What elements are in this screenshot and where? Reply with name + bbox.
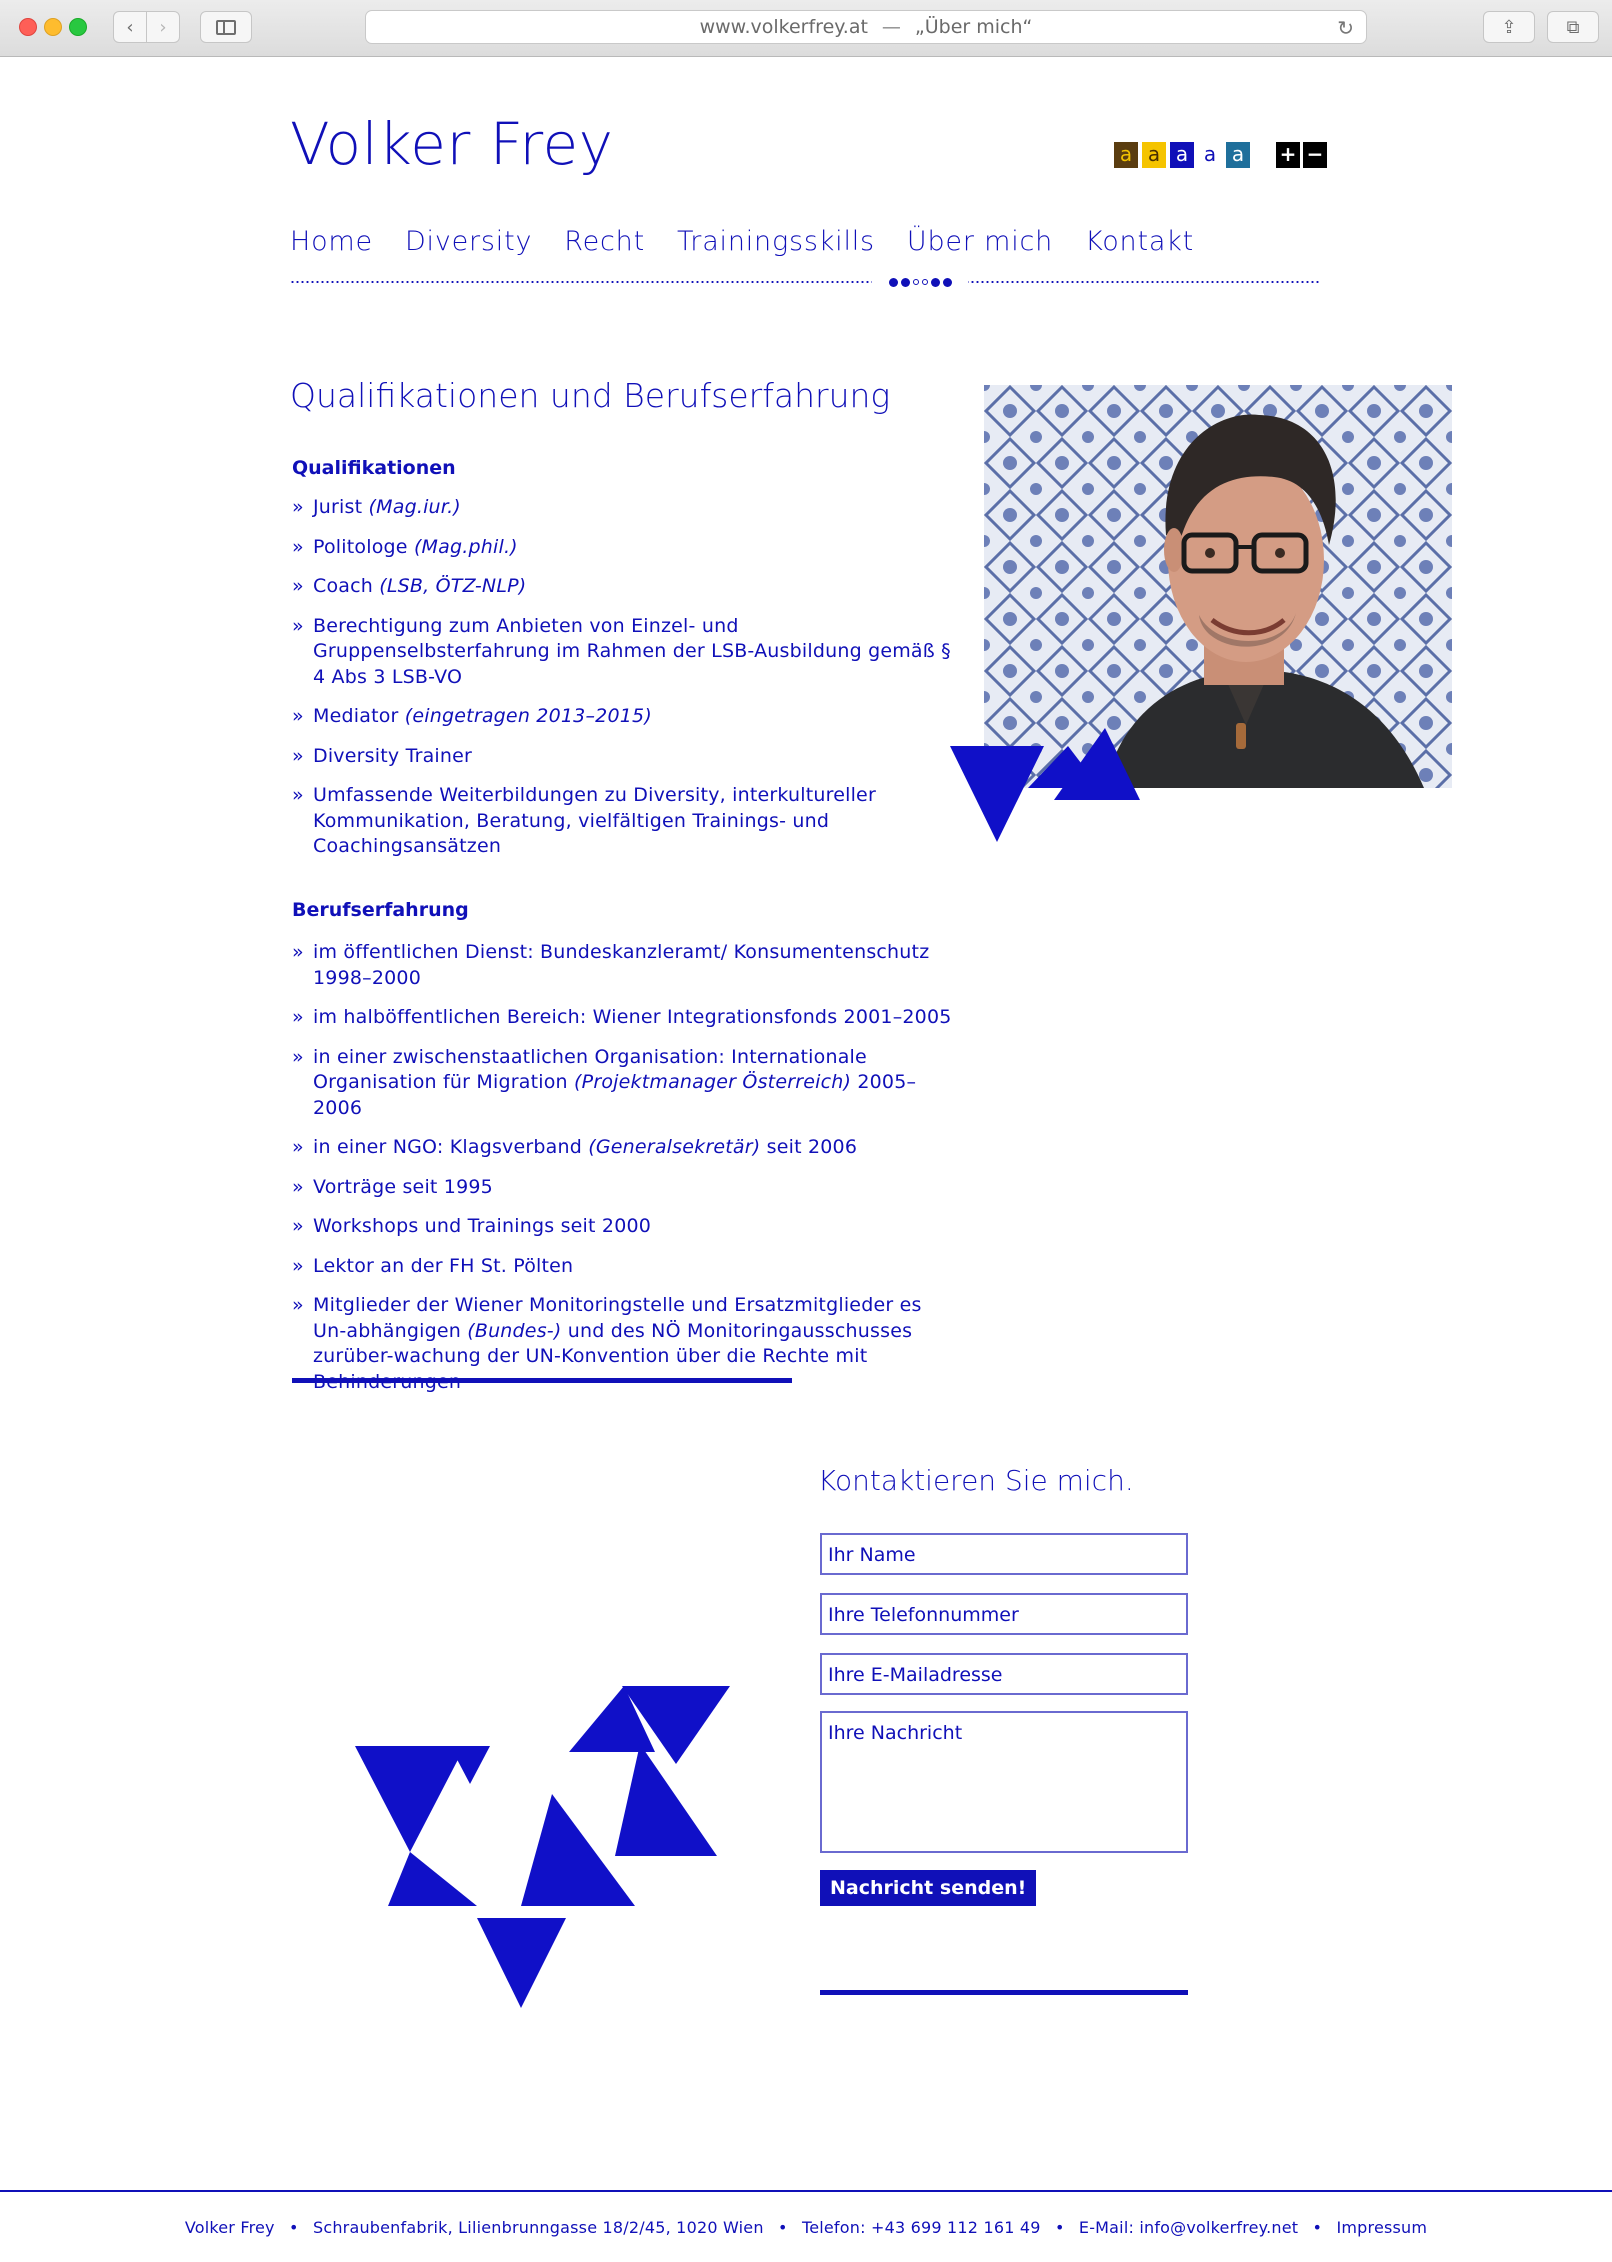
qualification-item — [292, 614, 952, 691]
qualification-item-emphasis: (eingetragen 2013–2015) — [404, 705, 652, 727]
nav-item-diversity[interactable]: Diversity — [404, 226, 533, 257]
experience-item — [292, 1175, 952, 1201]
contrast-switch-white[interactable]: a — [1198, 142, 1222, 168]
experience-item-text: im öffentlichen Dienst: Bundeskanzleramt/ Konsumentenschutz 1998–2000 — [313, 941, 930, 989]
site-footer — [0, 2218, 1612, 2237]
chevron-left-icon: ‹ — [126, 16, 134, 38]
footer-bullet: • — [1054, 2218, 1065, 2237]
experience-item-text: Lektor an der FH St. Pölten — [313, 1254, 574, 1277]
sidebar-icon — [216, 20, 236, 35]
indicator-dot — [943, 278, 952, 287]
qualification-item-emphasis: (Mag.phil.) — [413, 535, 518, 558]
send-message-button[interactable]: Nachricht senden! — [820, 1870, 1036, 1906]
url-text: www.volkerfrey.at — [699, 16, 868, 38]
qualifications-list — [292, 495, 952, 874]
experience-item-text: im halböffentlichen Bereich: Wiener Integrationsfonds 2001–2005 — [313, 1006, 952, 1028]
qualifications-heading: Qualifikationen — [292, 457, 456, 479]
name-input[interactable]: Ihr Name — [820, 1533, 1188, 1575]
experience-item-text: Vorträge seit 1995 — [313, 1175, 493, 1198]
experience-item-text: Mitglieder der Wiener Monitoringstelle und Ersatzmitglieder es Un-abhängigen — [313, 1294, 922, 1342]
qualification-item-emphasis: (Mag.iur.) — [368, 496, 461, 518]
qualification-item — [292, 574, 952, 600]
experience-item-suffix: 2005–2006 — [313, 1071, 917, 1119]
chevron-right-icon: › — [159, 16, 167, 38]
experience-item-emphasis: (Generalsekretär) — [588, 1136, 761, 1158]
zoom-in-button[interactable]: + — [1276, 142, 1300, 168]
experience-item — [292, 1045, 952, 1122]
footer-bullet: • — [778, 2218, 788, 2237]
logo-triangles-icon — [355, 1686, 745, 2011]
indicator-dot — [889, 278, 898, 287]
page-title: Qualifikationen und Berufserfahrung — [290, 376, 891, 415]
qualification-item-emphasis: (LSB, ÖTZ-NLP) — [379, 575, 527, 597]
contrast-switch-teal[interactable]: a — [1226, 142, 1250, 168]
content-divider — [292, 1378, 792, 1383]
fullscreen-window-button[interactable] — [69, 18, 87, 36]
share-icon: ⇪ — [1501, 16, 1517, 38]
experience-item-text: Workshops und Trainings seit 2000 — [313, 1215, 652, 1237]
nav-item-kontakt[interactable]: Kontakt — [1085, 226, 1195, 257]
nav-item-ueber-mich[interactable]: Über mich — [906, 226, 1054, 257]
site-title[interactable]: Volker Frey — [290, 110, 614, 178]
nav-item-trainingsskills[interactable]: Trainingsskills — [676, 226, 875, 257]
active-nav-indicator — [872, 274, 968, 290]
indicator-dot — [901, 278, 910, 287]
experience-list — [292, 940, 952, 1409]
qualification-item — [292, 744, 952, 770]
footer-email-link[interactable]: E-Mail: info@volkerfrey.net — [1078, 2218, 1299, 2237]
qualification-item-text: Mediator — [313, 705, 405, 727]
contrast-switch-blue[interactable]: a — [1170, 142, 1194, 168]
experience-item — [292, 1135, 952, 1161]
forward-button[interactable] — [146, 11, 180, 43]
qualification-item-text: Jurist — [313, 496, 369, 518]
experience-heading: Berufserfahrung — [292, 899, 469, 921]
experience-item-suffix: und des NÖ Monitoringausschusses zurüber-wachung der UN-Konvention über die Rechte mit — [313, 1319, 913, 1367]
close-window-button[interactable] — [19, 18, 37, 36]
experience-item — [292, 1005, 952, 1031]
indicator-dot — [922, 279, 928, 285]
tab-page-title: „Über mich“ — [914, 16, 1033, 38]
contact-divider — [820, 1990, 1188, 1995]
qualification-item-text: Politologe — [313, 535, 414, 558]
footer-bullet: • — [1312, 2218, 1323, 2237]
accessibility-controls — [1114, 142, 1330, 168]
nav-item-home[interactable]: Home — [290, 226, 373, 257]
email-input[interactable]: Ihre E-Mailadresse — [820, 1653, 1188, 1695]
minimize-window-button[interactable] — [44, 18, 62, 36]
message-textarea[interactable]: Ihre Nachricht — [820, 1711, 1188, 1853]
footer-impressum-link[interactable]: Impressum — [1336, 2218, 1428, 2237]
qualification-item-text: Berechtigung zum Anbieten von Einzel- und Gruppenselbsterfahrung im Rahmen der LSB-Ausbildung gemäß § 4 Abs 3 LSB-VO — [313, 614, 951, 688]
zoom-out-button[interactable]: − — [1303, 142, 1327, 168]
experience-item-emphasis: (Projektmanager Österreich) — [574, 1071, 852, 1093]
experience-item-text: in einer NGO: Klagsverband — [313, 1136, 589, 1158]
experience-item — [292, 940, 952, 991]
qualification-item-text: Coach — [313, 575, 380, 597]
nav-dotted-rule — [290, 281, 1320, 283]
contrast-switch-yellow[interactable]: a — [1142, 142, 1166, 168]
footer-phone[interactable]: Telefon: +43 699 112 161 49 — [801, 2218, 1041, 2237]
qualification-item-text: Diversity Trainer — [313, 744, 473, 767]
contrast-switch-brown[interactable]: a — [1114, 142, 1138, 168]
contact-heading: Kontaktieren Sie mich. — [818, 1464, 1134, 1497]
footer-name: Volker Frey — [184, 2218, 275, 2237]
qualification-item — [292, 704, 952, 730]
experience-item-emphasis: (Bundes-) — [467, 1319, 562, 1342]
main-navigation — [290, 226, 1226, 257]
experience-item-suffix: seit 2006 — [760, 1136, 858, 1158]
footer-rule — [0, 2190, 1612, 2192]
sidebar-toggle-button[interactable] — [200, 11, 252, 43]
tabs-icon: ⧉ — [1566, 16, 1580, 38]
qualification-item-text: Umfassende Weiterbildungen zu Diversity, interkultureller Kommunikation, Beratung, vielfältigen Trainings- und Coachingsansätzen — [313, 784, 876, 857]
experience-item — [292, 1254, 952, 1280]
footer-bullet: • — [289, 2218, 299, 2237]
qualification-item — [292, 783, 952, 860]
address-bar[interactable] — [365, 10, 1367, 44]
nav-item-recht[interactable]: Recht — [564, 226, 645, 257]
phone-input[interactable]: Ihre Telefonnummer — [820, 1593, 1188, 1635]
reload-icon[interactable]: ↻ — [1337, 16, 1354, 40]
indicator-dot — [931, 278, 940, 287]
experience-item — [292, 1214, 952, 1240]
footer-address: Schraubenfabrik, Lilienbrunngasse 18/2/45, 1020 Wien — [312, 2218, 764, 2237]
back-button[interactable] — [113, 11, 147, 43]
url-separator: — — [881, 16, 901, 38]
qualification-item — [292, 535, 952, 561]
share-button[interactable] — [1483, 11, 1535, 43]
tab-overview-button[interactable] — [1547, 11, 1599, 43]
indicator-dot — [913, 279, 919, 285]
browser-toolbar — [0, 0, 1612, 57]
qualification-item — [292, 495, 952, 521]
experience-item-text: in einer zwischenstaatlichen Organisation: Internationale Organisation für Migration — [313, 1045, 867, 1093]
decorative-triangles-icon — [950, 728, 1150, 848]
